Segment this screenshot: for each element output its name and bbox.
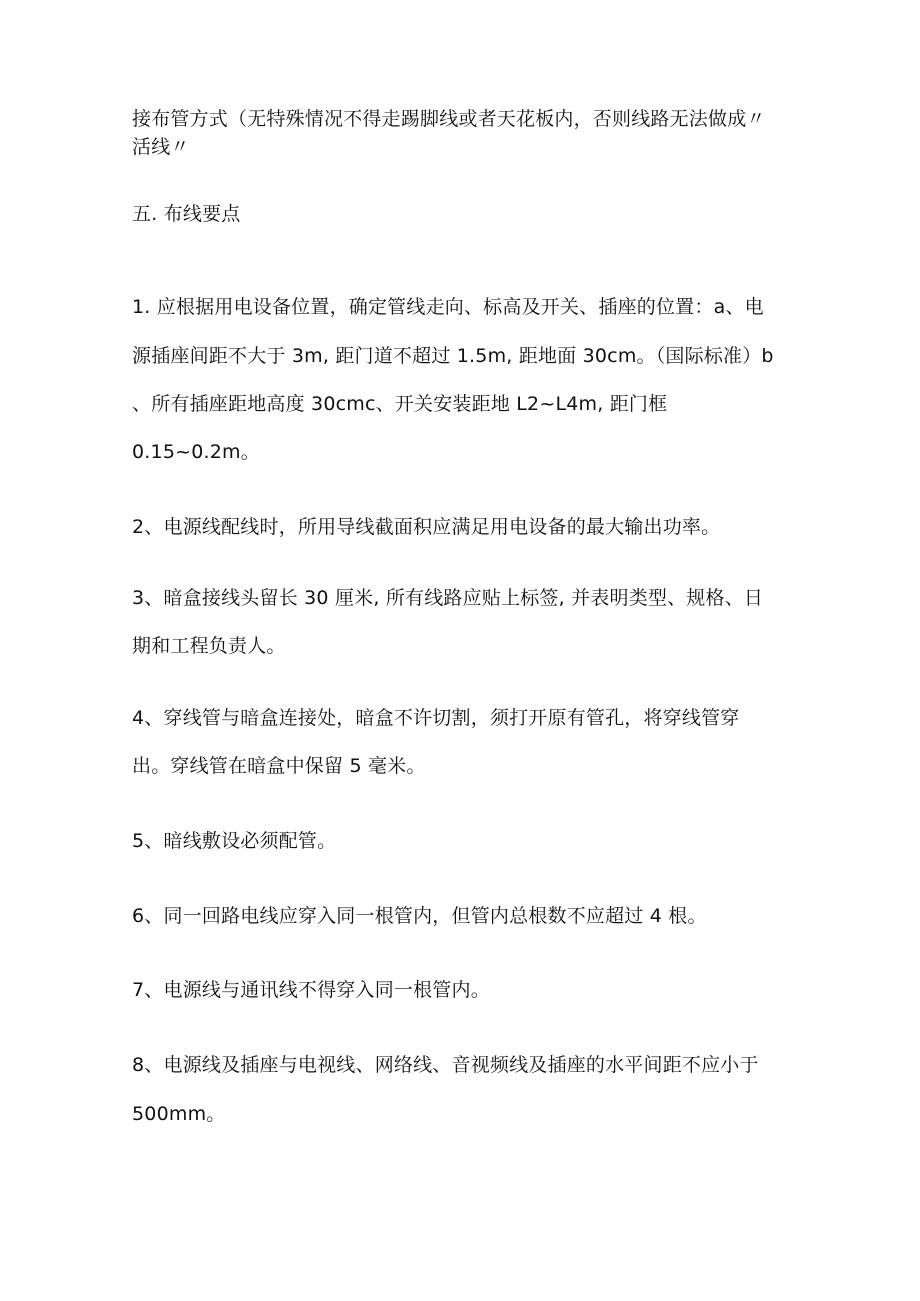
item7: 7、电源线与通讯线不得穿入同一根管内。 <box>132 979 490 1001</box>
item1-line-3: 、所有插座距地高度 30cmc、开关安装距地 L2~L4m, 距门框 <box>132 393 668 415</box>
item1-line-4: 0.15~0.2m。 <box>132 441 260 463</box>
item3-line-1: 3、暗盒接线头留长 30 厘米, 所有线路应贴上标签, 并表明类型、规格、日 <box>132 587 764 609</box>
item8-line-2: 500mm。 <box>132 1103 226 1125</box>
item1-line-1: 1. 应根据用电设备位置，确定管线走向、标高及开关、插座的位置：a、电 <box>132 296 764 318</box>
item5: 5、暗线敷设必须配管。 <box>132 830 337 852</box>
item6: 6、同一回路电线应穿入同一根管内，但管内总根数不应超过 4 根。 <box>132 905 707 927</box>
intro-line-2: 活线〃 <box>132 136 190 158</box>
item4-line-2: 出。穿线管在暗盒中保留 5 毫米。 <box>132 755 426 777</box>
item8-line-1: 8、电源线及插座与电视线、网络线、音视频线及插座的水平间距不应小于 <box>132 1054 759 1076</box>
item3-line-2: 期和工程负责人。 <box>132 635 286 657</box>
item1-line-2: 源插座间距不大于 3m, 距门道不超过 1.5m, 距地面 30cm。（国际标准）b <box>132 345 774 367</box>
item2: 2、电源线配线时，所用导线截面积应满足用电设备的最大输出功率。 <box>132 516 721 538</box>
section-heading: 五. 布线要点 <box>132 203 241 225</box>
intro-line-1: 接布管方式（无特殊情况不得走踢脚线或者天花板内，否则线路无法做成〃 <box>132 108 766 130</box>
item4-line-1: 4、穿线管与暗盒连接处，暗盒不许切割，须打开原有管孔，将穿线管穿 <box>132 707 740 729</box>
